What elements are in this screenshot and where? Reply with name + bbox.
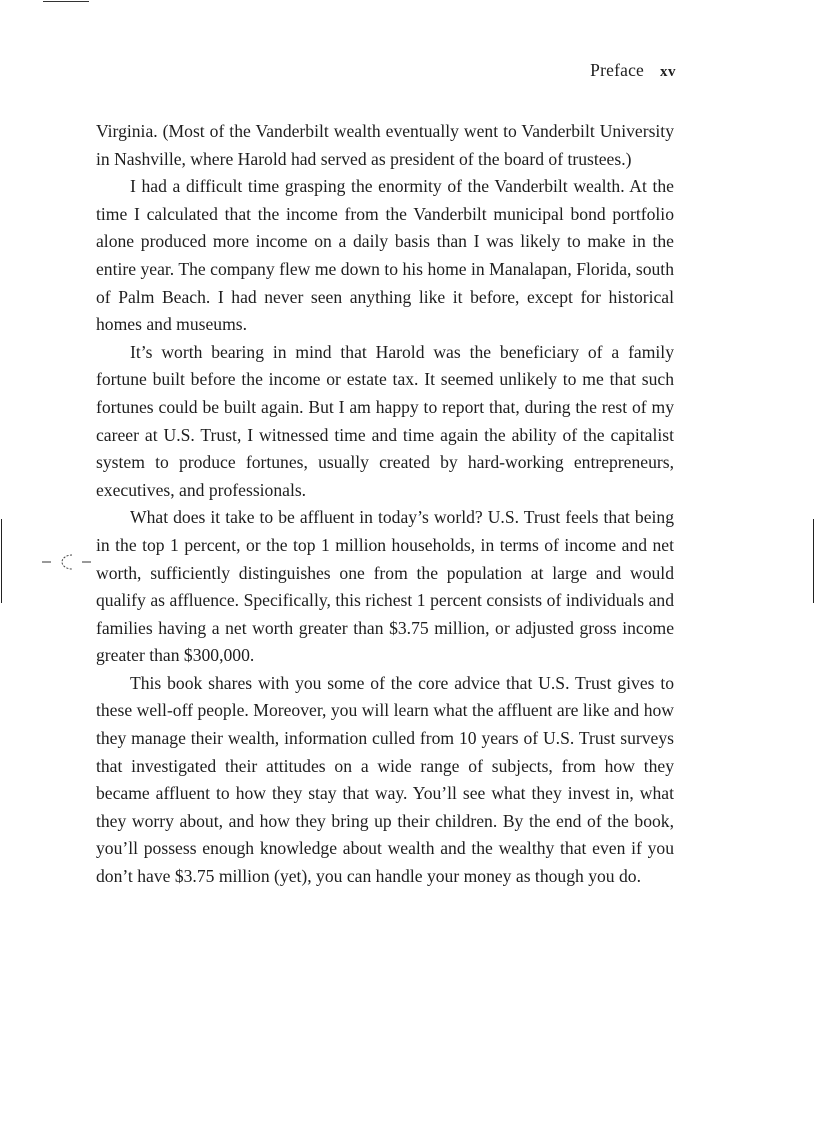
paragraph-5: This book shares with you some of the core advice that U.S. Trust gives to these well-off people. Moreover, you will learn what the affluent are like and how they manage their wealth, information culled from 10 years of U.S. Trust surveys that investigated their attitudes on a wide range of subjects, from how they became affluent to how they stay that way. You’ll see what they invest in, what they worry about, and how they bring up their children. By the end of the book, you’ll possess enough knowledge about wealth and the wealthy that even if you don’t have $3.75 million (yet), you can handle your money as though you do. xyxy=(96,672,674,887)
registration-mark-icon xyxy=(42,548,94,576)
crop-mark-left xyxy=(1,519,2,603)
running-header xyxy=(96,60,676,86)
paragraph-3: It’s worth bearing in mind that Harold was the beneficiary of a family fortune built before the income or estate tax. It seemed unlikely to me that such fortunes could be built again. But I am happy to report that, during the rest of my career at U.S. Trust, I witnessed time and time again the ability of the capitalist system to produce fortunes, usually created by hard-working entrepreneurs, executives, and professionals. xyxy=(96,341,674,500)
page-number: xv xyxy=(660,64,676,80)
paragraph-2: I had a difficult time grasping the enormity of the Vanderbilt wealth. At the time I calculated that the income from the Vanderbilt municipal bond portfolio alone produced more income on a daily basis than I was likely to make in the entire year. The company flew me down to his home in Manalapan, Florida, south of Palm Beach. I had never seen anything like it before, except for historical homes and museums. xyxy=(96,176,674,335)
paragraph-1: Virginia. (Most of the Vanderbilt wealth eventually went to Vanderbilt University in Nashville, where Harold had served as president of the board of trustees.) xyxy=(96,121,674,169)
crop-mark-right xyxy=(813,519,814,603)
body-text xyxy=(96,118,674,891)
running-head-title: Preface xyxy=(590,60,644,80)
crop-mark-top xyxy=(43,1,89,2)
paragraph-4: What does it take to be affluent in today’s world? U.S. Trust feels that being in the top 1 percent, or the top 1 million households, in terms of income and net worth, sufficiently distinguishes one from the population at large and would qualify as affluence. Specifically, this richest 1 percent consists of individuals and families having a net worth greater than $3.75 million, or adjusted gross income greater than $300,000. xyxy=(96,507,674,666)
